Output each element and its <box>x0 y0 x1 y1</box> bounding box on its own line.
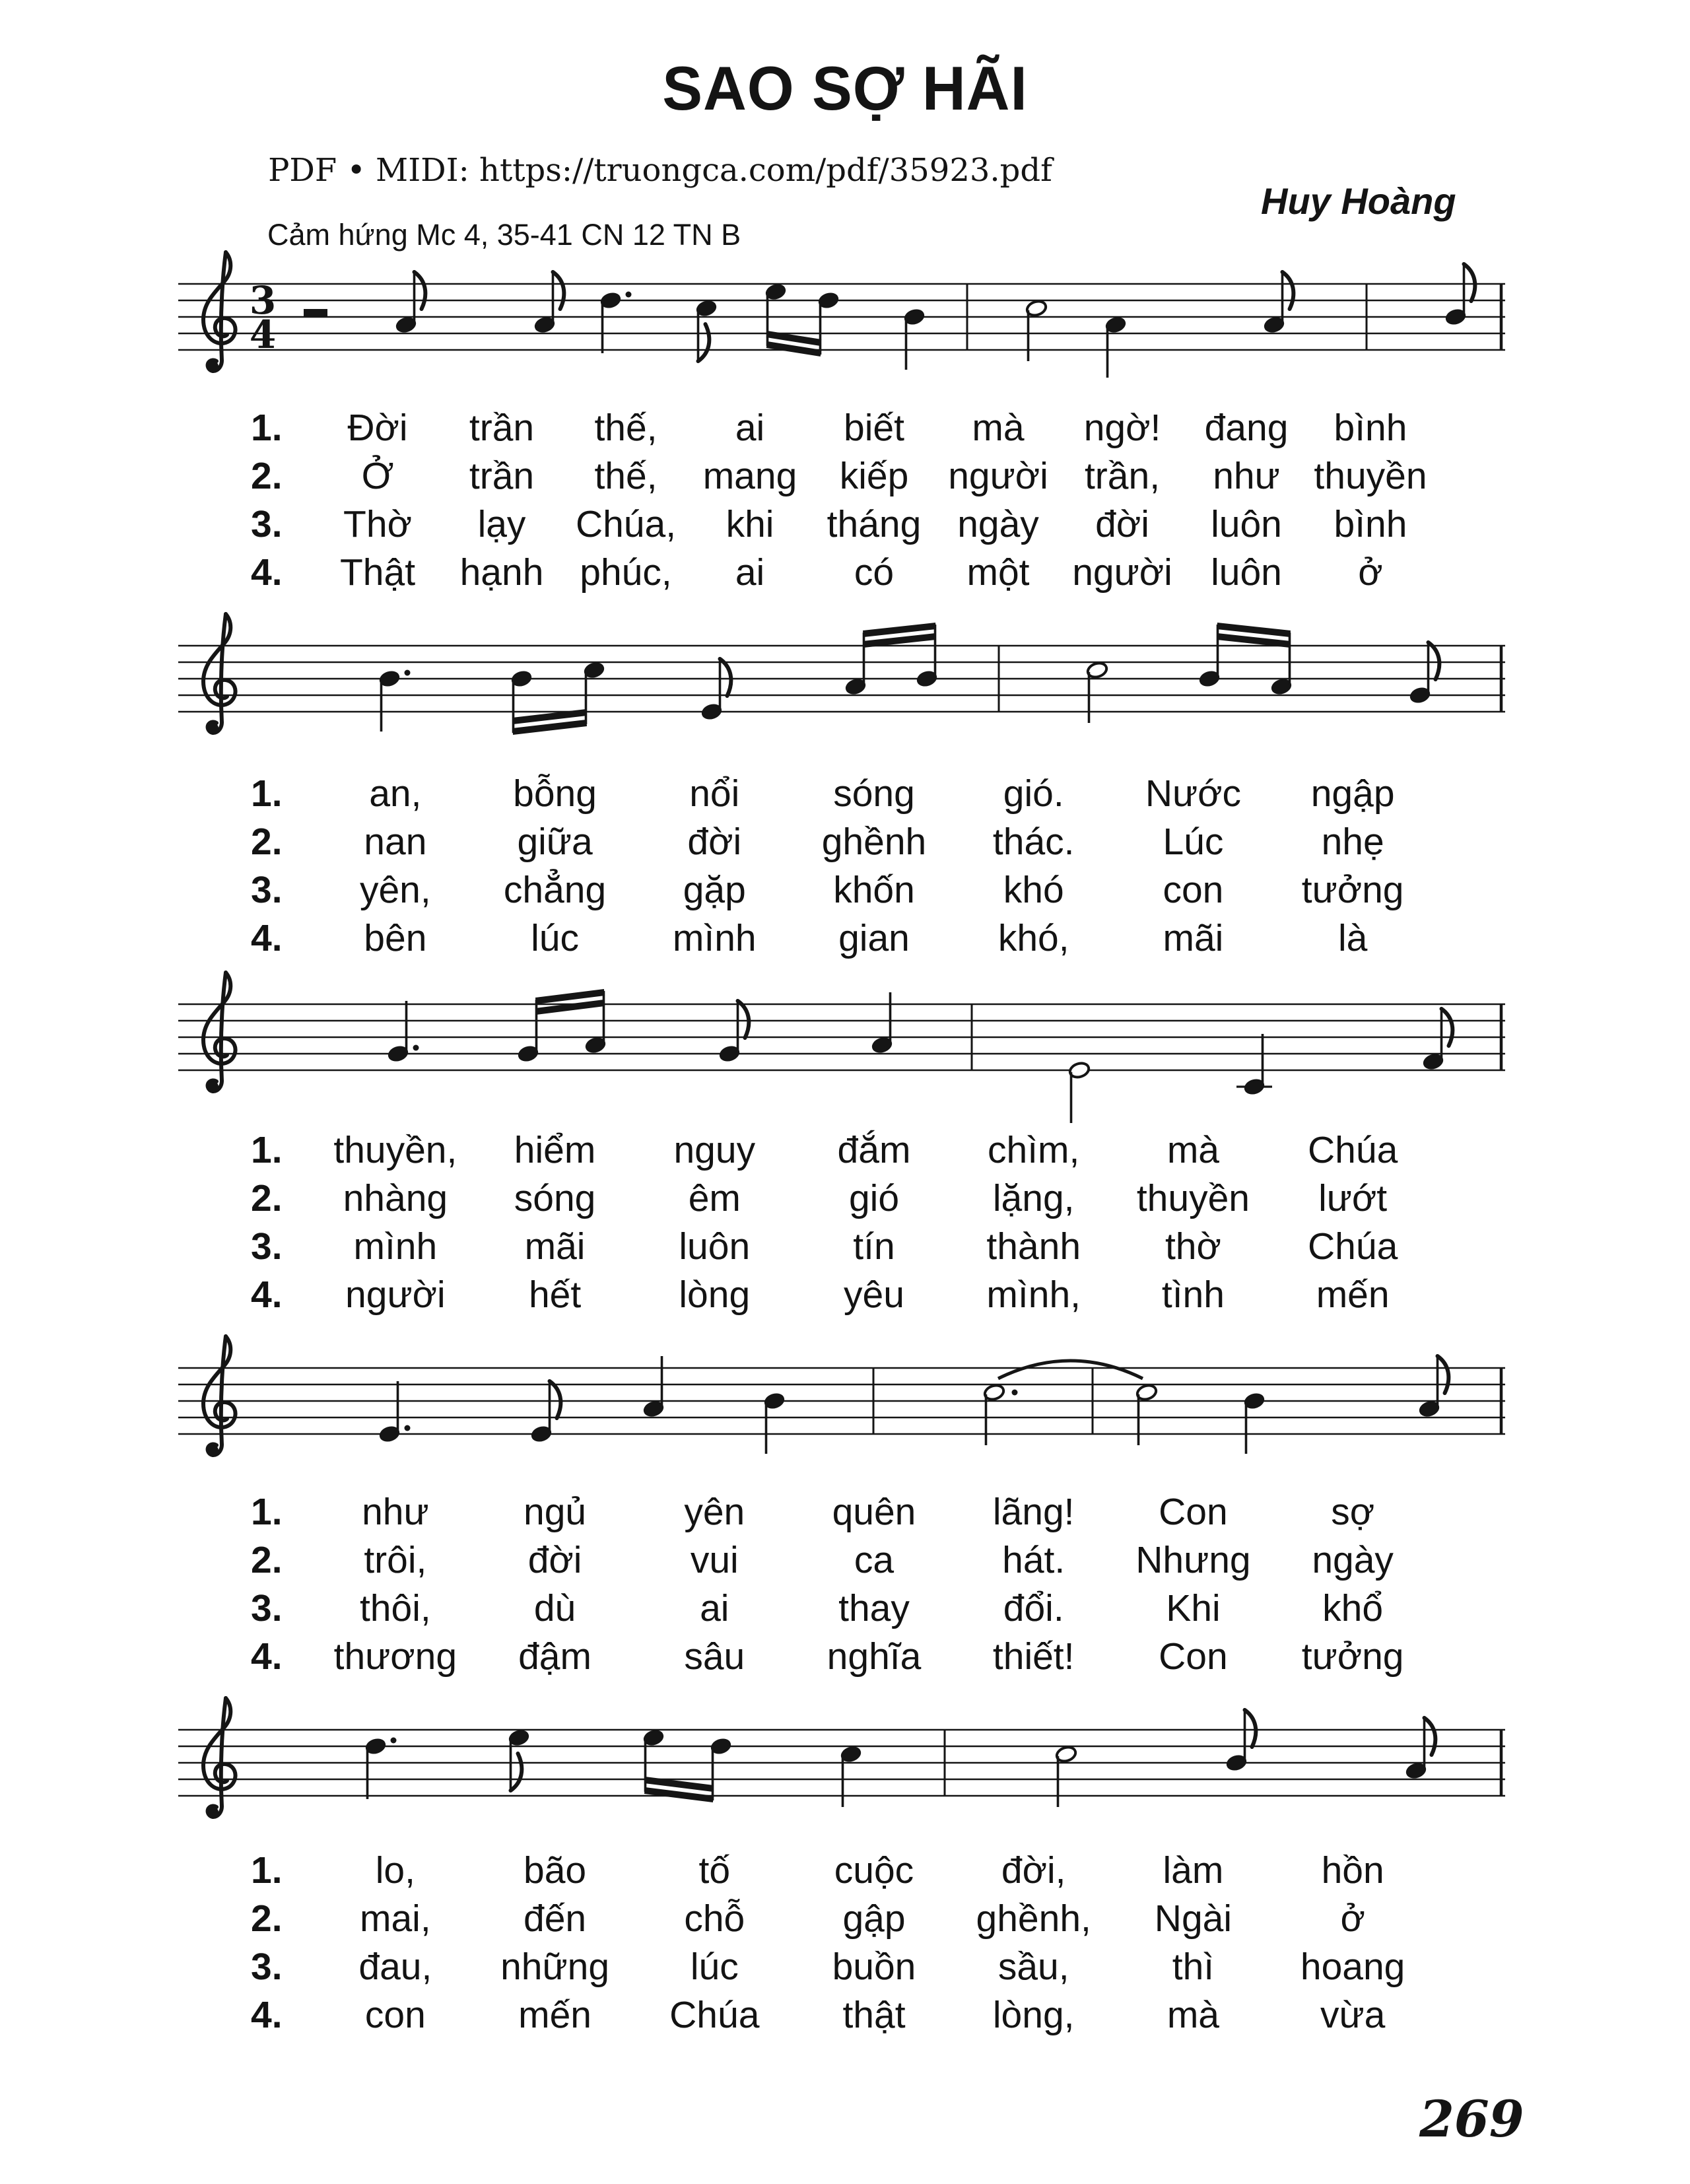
note <box>903 308 926 370</box>
lyric-word: khó, <box>997 917 1069 959</box>
verse-number: 2. <box>251 821 283 863</box>
lyric-word: thay <box>838 1587 910 1629</box>
lyric-word: ngờ! <box>1083 407 1161 449</box>
lyric-word: Con <box>1159 1491 1228 1533</box>
lyric-word: hết <box>528 1274 582 1316</box>
treble-clef-icon <box>203 973 236 1092</box>
lyric-word: hoang <box>1300 1946 1405 1988</box>
lyric-word: gặp <box>683 869 746 911</box>
note <box>1243 1034 1266 1096</box>
lyric-word: yên, <box>359 869 431 911</box>
lyric-word: hiểm <box>514 1129 596 1171</box>
lyric-word: thì <box>1172 1946 1215 1988</box>
lyric-word: ngày <box>957 503 1039 545</box>
lyrics-block-2 <box>251 770 1433 963</box>
lyric-word: Lúc <box>1163 821 1224 863</box>
eighth-flag <box>511 1754 522 1791</box>
half-rest <box>304 309 327 317</box>
lyric-word: ai <box>735 407 765 449</box>
lyric-word: an, <box>369 772 422 815</box>
lyric-word: thành <box>986 1225 1081 1268</box>
lyric-word: buồn <box>832 1946 916 1988</box>
lyric-word: con <box>1163 869 1224 911</box>
beamed-sixteenth-pair <box>510 661 605 733</box>
lyric-word: Nước <box>1145 772 1242 815</box>
lyric-row <box>251 1585 1433 1633</box>
verse-number: 2. <box>251 1539 283 1581</box>
lyric-word: một <box>966 551 1030 594</box>
lyric-word: thật <box>842 1994 906 2036</box>
note <box>1405 1718 1435 1780</box>
verse-number: 3. <box>251 503 283 545</box>
page-number: 269 <box>1419 2090 1524 2148</box>
note <box>871 992 893 1054</box>
eighth-flag <box>415 272 426 309</box>
lyric-word: hát. <box>1002 1539 1065 1581</box>
lyric-row <box>251 1536 1433 1585</box>
lyric-word: tưởng <box>1301 869 1404 911</box>
note <box>1243 1392 1266 1454</box>
staff-5 <box>178 1664 1505 1849</box>
lyric-word: Chúa <box>1308 1225 1398 1268</box>
lyric-row <box>251 866 1433 914</box>
lyric-word: Ở <box>361 455 394 497</box>
lyric-word: trần <box>469 455 535 497</box>
lyric-word: nhẹ <box>1321 821 1384 863</box>
beamed-sixteenth-pair <box>642 1728 732 1800</box>
lyric-word: khó <box>1003 869 1064 911</box>
lyric-word: lòng <box>679 1274 751 1316</box>
lyric-word: đắm <box>837 1129 911 1171</box>
lyrics-block-3 <box>251 1126 1433 1319</box>
note <box>395 272 425 334</box>
lyric-word: tố <box>698 1849 731 1892</box>
lyric-word: Con <box>1159 1635 1228 1678</box>
note <box>763 1392 786 1454</box>
lyric-word: trần, <box>1084 455 1161 497</box>
lyric-word: khốn <box>833 869 915 911</box>
lyric-word: mình <box>672 917 757 959</box>
lyric-word: đổi. <box>1003 1587 1064 1629</box>
augmentation-dot <box>626 292 632 298</box>
lyric-word: sâu <box>684 1635 745 1678</box>
lyrics-block-5 <box>251 1847 1433 2039</box>
note <box>1422 1009 1452 1071</box>
lyric-word: mến <box>518 1994 592 2036</box>
lyric-word: ai <box>735 551 765 594</box>
verse-number: 3. <box>251 1946 283 1988</box>
note <box>1418 1356 1448 1418</box>
lyric-word: mãi <box>1163 917 1224 959</box>
verse-number: 1. <box>251 1129 283 1171</box>
lyric-word: chìm, <box>988 1129 1080 1171</box>
lyric-word: đời <box>687 821 742 863</box>
lyric-word: bình <box>1334 503 1407 545</box>
beamed-sixteenth-pair <box>764 283 840 355</box>
lyric-word: như <box>1213 455 1280 497</box>
lyric-row <box>251 1895 1433 1943</box>
lyric-word: thương <box>333 1635 457 1678</box>
augmentation-dot <box>405 670 411 676</box>
lyric-word: sợ <box>1331 1491 1375 1533</box>
pdf-midi-link-line: PDF • MIDI: https://truongca.com/pdf/35923.pdf <box>268 152 1052 189</box>
lyric-word: lặng, <box>992 1177 1075 1219</box>
lyric-word: người <box>345 1274 446 1316</box>
lyric-word: đời <box>527 1539 582 1581</box>
eighth-flag <box>550 1381 561 1418</box>
lyric-word: ở <box>1340 1897 1365 1940</box>
lyric-row <box>251 1943 1433 1991</box>
verse-number: 2. <box>251 455 283 497</box>
lyric-row <box>251 500 1433 549</box>
lyric-row <box>251 1847 1433 1895</box>
lyric-row <box>251 770 1433 818</box>
augmentation-dot <box>391 1738 397 1744</box>
note <box>1068 1061 1091 1123</box>
lyric-word: ngủ <box>524 1491 587 1533</box>
lyric-word: có <box>854 551 895 594</box>
lyric-word: sầu, <box>997 1946 1069 1988</box>
note <box>508 1728 530 1791</box>
lyric-row <box>251 549 1433 597</box>
lyric-word: vừa <box>1320 1994 1386 2036</box>
lyric-word: lãng! <box>992 1491 1075 1533</box>
lyric-word: ở <box>1358 551 1383 594</box>
lyric-word: thuyền, <box>333 1129 457 1171</box>
note <box>1055 1745 1077 1807</box>
note <box>840 1745 862 1807</box>
augmentation-dot <box>405 1425 411 1431</box>
lyric-word: Chúa <box>1308 1129 1398 1171</box>
lyric-word: yêu <box>844 1274 904 1316</box>
verse-number: 1. <box>251 1491 283 1533</box>
lyric-word: mình, <box>986 1274 1081 1316</box>
note <box>1263 272 1293 334</box>
staff-1 <box>178 218 1505 403</box>
lyric-row <box>251 1633 1433 1681</box>
lyric-word: luôn <box>679 1225 751 1268</box>
lyric-word: Thật <box>339 551 416 594</box>
lyric-word: là <box>1337 917 1368 959</box>
staff-svg <box>178 1664 1505 1849</box>
tie <box>998 1361 1143 1379</box>
lyric-word: nghĩa <box>827 1635 922 1678</box>
lyric-row <box>251 452 1433 500</box>
verse-number: 3. <box>251 869 283 911</box>
verse-number: 4. <box>251 1274 283 1316</box>
inspiration-note: Cảm hứng Mc 4, 35-41 CN 12 TN B <box>267 218 741 252</box>
lyric-word: lạy <box>477 503 526 545</box>
lyrics-block-1 <box>251 404 1433 597</box>
eighth-flag <box>1425 1718 1436 1755</box>
lyric-word: dù <box>533 1587 576 1629</box>
beamed-sixteenth-pair <box>1198 625 1293 696</box>
lyric-word: hồn <box>1321 1849 1384 1892</box>
lyric-word: trôi, <box>364 1539 427 1581</box>
lyric-word: nhàng <box>343 1177 448 1219</box>
lyric-word: Khi <box>1166 1587 1221 1629</box>
lyric-word: ngày <box>1312 1539 1394 1581</box>
lyric-word: yên <box>684 1491 745 1533</box>
lyric-word: tình <box>1161 1274 1225 1316</box>
lyric-word: đời, <box>1001 1849 1066 1892</box>
beamed-sixteenth-pair <box>844 625 938 696</box>
lyric-word: cuộc <box>834 1849 914 1892</box>
lyric-word: sóng <box>833 772 915 815</box>
lyric-row <box>251 1488 1433 1536</box>
lyric-word: Chúa <box>669 1994 760 2036</box>
lyric-word: đậm <box>518 1635 592 1678</box>
eighth-flag <box>1245 1710 1256 1747</box>
staff-svg <box>178 218 1505 403</box>
verse-number: 4. <box>251 1994 283 2036</box>
lyric-word: phúc, <box>580 551 672 594</box>
lyric-word: kiếp <box>839 455 909 497</box>
lyric-word: thác. <box>992 821 1075 863</box>
staff-svg <box>178 1302 1505 1487</box>
lyric-word: thế, <box>594 455 658 497</box>
verse-number: 2. <box>251 1897 283 1940</box>
note <box>1104 316 1127 378</box>
note <box>695 299 718 361</box>
eighth-flag <box>553 272 564 309</box>
verse-number: 4. <box>251 917 283 959</box>
beamed-sixteenth-pair <box>517 991 607 1063</box>
lyric-word: đang <box>1204 407 1289 449</box>
eighth-flag <box>1464 264 1475 301</box>
lyric-row <box>251 1126 1433 1175</box>
lyric-word: mang <box>702 455 797 497</box>
lyric-word: Thờ <box>343 503 412 545</box>
verse-number: 4. <box>251 551 283 594</box>
verse-number: 2. <box>251 1177 283 1219</box>
lyric-word: thuyền <box>1314 455 1427 497</box>
lyric-word: ca <box>854 1539 895 1581</box>
lyric-word: gió. <box>1003 772 1064 815</box>
lyric-row <box>251 1175 1433 1223</box>
lyric-word: luôn <box>1211 503 1282 545</box>
lyric-word: tín <box>853 1225 895 1268</box>
treble-clef-icon <box>203 252 236 372</box>
eighth-flag <box>1438 1356 1449 1393</box>
lyric-row <box>251 914 1433 963</box>
treble-clef-icon <box>203 614 236 734</box>
lyric-word: đời <box>1095 503 1149 545</box>
eighth-flag <box>1442 1009 1453 1046</box>
lyric-row <box>251 1991 1433 2039</box>
lyric-word: khổ <box>1322 1587 1384 1629</box>
lyric-word: nan <box>364 821 427 863</box>
lyric-word: Chúa, <box>575 503 677 545</box>
lyric-word: người <box>1072 551 1172 594</box>
lyric-word: gian <box>838 917 910 959</box>
lyric-row <box>251 1271 1433 1319</box>
lyric-word: chỗ <box>684 1897 745 1940</box>
verse-number: 1. <box>251 1849 283 1892</box>
staff-2 <box>178 580 1505 765</box>
lyric-word: biết <box>844 407 904 449</box>
staff-svg <box>178 580 1505 765</box>
lyric-word: làm <box>1163 1849 1224 1892</box>
augmentation-dot <box>413 1045 419 1051</box>
lyric-row <box>251 404 1433 452</box>
lyric-word: quên <box>832 1491 916 1533</box>
eighth-flag <box>1283 272 1294 309</box>
lyric-word: mến <box>1316 1274 1390 1316</box>
lyric-word: gập <box>842 1897 906 1940</box>
lyric-word: thờ <box>1165 1225 1221 1268</box>
lyric-word: Nhưng <box>1135 1539 1251 1581</box>
lyric-word: mà <box>1166 1994 1220 2036</box>
eighth-flag <box>698 324 710 361</box>
lyric-word: thôi, <box>359 1587 431 1629</box>
lyric-word: lòng, <box>992 1994 1075 2036</box>
lyric-word: mà <box>1166 1129 1220 1171</box>
note <box>1086 661 1108 723</box>
lyric-word: những <box>500 1946 610 1988</box>
lyric-word: êm <box>688 1177 741 1219</box>
lyric-word: như <box>362 1491 429 1533</box>
lyric-word: lúc <box>531 917 579 959</box>
verse-number: 1. <box>251 407 283 449</box>
lyric-word: mai, <box>360 1897 431 1940</box>
lyric-word: đến <box>524 1897 587 1940</box>
lyric-word: khi <box>726 503 774 545</box>
lyric-word: nguy <box>673 1129 756 1171</box>
lyric-word: bỗng <box>513 772 597 815</box>
verse-number: 3. <box>251 1587 283 1629</box>
note <box>1025 299 1048 361</box>
lyric-word: trần <box>469 407 535 449</box>
lyric-row <box>251 1223 1433 1271</box>
verse-number: 3. <box>251 1225 283 1268</box>
lyric-word: vui <box>690 1539 739 1581</box>
verse-number: 4. <box>251 1635 283 1678</box>
lyric-word: lo, <box>375 1849 415 1892</box>
lyrics-block-4 <box>251 1488 1433 1681</box>
lyric-word: đau, <box>358 1946 432 1988</box>
lyric-word: thiết! <box>992 1635 1075 1678</box>
lyric-word: bên <box>364 917 427 959</box>
treble-clef-icon <box>203 1698 236 1818</box>
note <box>983 1383 1017 1445</box>
lyric-word: lướt <box>1318 1177 1388 1219</box>
note <box>533 272 564 334</box>
lyric-row <box>251 818 1433 866</box>
lyric-word: nổi <box>689 772 740 815</box>
lyric-word: hạnh <box>459 551 544 594</box>
lyric-word: tưởng <box>1301 1635 1404 1678</box>
staff-3 <box>178 938 1505 1123</box>
lyric-word: thuyền <box>1136 1177 1250 1219</box>
lyric-word: mãi <box>524 1225 586 1268</box>
lyric-word: bão <box>524 1849 587 1892</box>
augmentation-dot <box>1012 1390 1018 1396</box>
svg-text:4: 4 <box>249 312 277 357</box>
svg-text:3: 3 <box>249 278 277 323</box>
treble-clef-icon <box>203 1336 236 1456</box>
lyric-word: mình <box>353 1225 438 1268</box>
lyric-word: ghềnh, <box>976 1897 1091 1940</box>
lyric-word: người <box>948 455 1048 497</box>
note <box>1135 1383 1158 1445</box>
lyric-word: mà <box>972 407 1025 449</box>
eighth-flag <box>1429 642 1440 679</box>
composer-name: Huy Hoàng <box>1261 180 1456 222</box>
lyric-word: bình <box>1334 407 1407 449</box>
note <box>642 1356 665 1418</box>
lyric-word: ngập <box>1310 772 1395 815</box>
song-title: SAO SỢ HÃI <box>662 53 1028 123</box>
eighth-flag <box>738 1001 749 1038</box>
lyric-word: Ngài <box>1154 1897 1233 1940</box>
lyric-word: chẳng <box>503 869 607 911</box>
lyric-word: sóng <box>514 1177 596 1219</box>
lyric-word: ghềnh <box>821 821 927 863</box>
time-signature <box>250 278 276 357</box>
eighth-flag <box>720 659 731 696</box>
lyric-word: thế, <box>594 407 658 449</box>
lyric-word: lúc <box>690 1946 739 1988</box>
lyric-word: gió <box>848 1177 900 1219</box>
verse-number: 1. <box>251 772 283 815</box>
staff-4 <box>178 1302 1505 1487</box>
lyric-word: luôn <box>1211 551 1282 594</box>
lyric-word: tháng <box>827 503 922 545</box>
staff-svg <box>178 938 1505 1123</box>
lyric-word: Đời <box>347 407 408 449</box>
lyric-word: giữa <box>517 821 593 863</box>
lyric-word: ai <box>700 1587 729 1629</box>
lyric-word: con <box>364 1994 426 2036</box>
